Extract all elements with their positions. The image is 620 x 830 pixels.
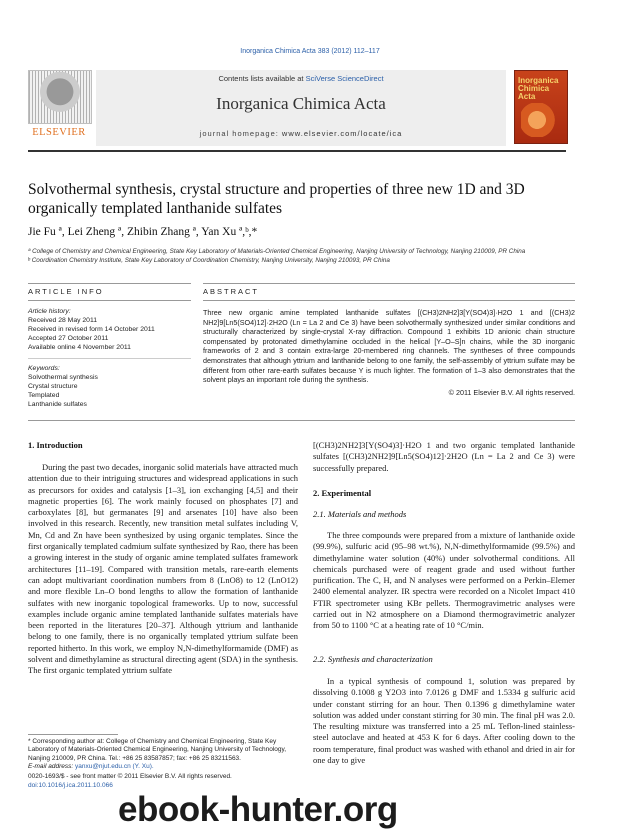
introduction-text: During the past two decades, inorganic solid materials have attracted much attention due to their intriguing structures and widespread applications in such as precursors for oxides and catalysis [1–3], ion exchanging [4,5] and their magnetic properties [6]. The work mainly focused on phosphates [7] and carboxylates [8], but germanates [9] and arsenates [10] have also been involved in this research. Recently, new transition metal sulfates including V, Mn, Cd and Zn have been synthesized by using organic templates. Since the first organically templated cadmium sulfate synthesized by Rao, there has been a growing interest in the study of organic amine templated sulfates framework architectures [11–19]. Compared with transition metals, rare-earth elements can adopt multivariant coordination numbers from 8 (LnO8) to 12 (LnO12) and more flexible Ln–O bond lengths to allow the formation of lanthanide sulfates with new inorganic topological frameworks. Up to now, successful examples include organic amine templated lanthanide sulfates materials have been reported in the literatures [20–37]. Although yttrium and lanthanide belong to one family, there is no organically templated yttrium sulfate been reported hitherto. In this work, we employ N,N-dimethylformamide (DMF) as solvent and dimethylamine as structural directing agent (SDA) in the synthesis. The first organic templated yttrium sulfate <box>28 462 298 676</box>
affiliation-a: ª College of Chemistry and Chemical Engineering, State Key Laboratory of Materials-Oriented Chemical Engineering, Nanjing University of Technology, Nanjing 210009, PR China <box>28 248 526 255</box>
journal-cover-image <box>514 70 568 144</box>
keywords-list <box>28 364 193 409</box>
homepage-link[interactable]: www.elsevier.com/locate/ica <box>281 129 403 138</box>
abstract-rule-bottom <box>28 420 575 421</box>
homepage-prefix: journal homepage: <box>199 129 282 138</box>
journal-citation[interactable]: Inorganica Chimica Acta 383 (2012) 112–117 <box>240 48 380 55</box>
abstract-copyright: © 2011 Elsevier B.V. All rights reserved. <box>448 388 575 397</box>
keyword-item: Crystal structure <box>28 383 78 390</box>
info-rule-keywords <box>28 358 191 359</box>
materials-text: The three compounds were prepared from a mixture of lanthanide oxide (99.9%), sulfuric acid (95–98 wt.%), N,N-dimethylformamide (99.5%) and dimethylamine water solution (40%) under solvothermal conditions. All chemicals purchased were of reagent grade and used without further purification. The C, H, and N analyses were performed on a Perkin–Elemer 2400 elemental analyzer. IR spectra were recorded on a Nicolet Impact 410 FTIR spectrometer using KBr pellets. Thermogravimetric analyses were carried out in N2 atmosphere on a Diamond thermogravimetric analyzer from 50 to 1100 °C at a heating rate of 10 °C/min. <box>313 530 575 631</box>
email-label: E-mail address: <box>28 762 75 770</box>
keywords-label: Keywords: <box>28 365 60 372</box>
article-title: Solvothermal synthesis, crystal structure and properties of three new 1D and 3D organically templated lanthanide sulfates <box>28 181 525 217</box>
corresponding-text: * Corresponding author at: College of Chemistry and Chemical Engineering, State Key Laboratory of Materials-Oriented Chemical Engineering, Nanjing University of Technology, Nanjing 210009, PR China. Tel.: +86 25 83587857; fax: +86 25 83211563. <box>28 738 287 762</box>
history-accepted: Accepted 27 October 2011 <box>28 335 109 342</box>
journal-homepage <box>96 129 506 138</box>
history-received: Received 28 May 2011 <box>28 317 98 324</box>
info-rule-top <box>28 283 191 284</box>
author-list: Jie Fu ª, Lei Zheng ª, Zhibin Zhang ª, Yan Xu ª,ᵇ,* <box>28 226 258 238</box>
synthesis-heading: 2.2. Synthesis and characterization <box>313 654 433 664</box>
right-column-continuation: [(CH3)2NH2]3[Y(SO4)3]·H2O 1 and two organic templated lanthanide sulfates [(CH3)2NH2]9[Ln5(SO4)12]·2H2O (Ln = La 2 and Ce 3) were successfully prepared. <box>313 440 575 473</box>
experimental-heading: 2. Experimental <box>313 488 372 498</box>
history-online: Available online 4 November 2011 <box>28 344 131 351</box>
abstract-text: Three new organic amine templated lanthanide sulfates [(CH3)2NH2]3[Y(SO4)3]·H2O 1 and [(CH3)2 NH2]9[Ln5(SO4)12]·2H2O (Ln = La 2 and Ce 3) have been solvothermally synthesized under similar conditions and structurally characterized by single-crystal X-ray diffraction. Compound 1 exhibits 1D anionic chain structure compensated by protonated dimethylamine occluded in the helical [Y–O–S]n chains, while the 3D inorganic frameworks of 2 and 3 contain extra-large 20-membered ring channels. The syntheses of three compounds demonstrates that although yttrium and lanthanide belong to one family, the self-assembly of yttrium sulfate may be different from other rare-earth sulfates because Y is much lighter. The formation of 1–3 also demonstrates that the solvent plays an important role during the synthesis. <box>203 308 575 385</box>
contents-prefix: Contents lists available at <box>218 74 306 83</box>
contents-line <box>96 74 506 83</box>
watermark-text: ebook-hunter.org <box>118 790 398 829</box>
publisher-logo-text: ELSEVIER <box>32 127 86 138</box>
cover-title: Inorganica Chimica Acta <box>518 76 559 101</box>
cover-art <box>521 103 561 137</box>
keyword-item: Lanthanide sulfates <box>28 401 87 408</box>
keyword-item: Templated <box>28 392 60 399</box>
affiliation-b: ᵇ Coordination Chemistry Institute, State Key Laboratory of Coordination Chemistry, Nanjing University, Nanjing 210093, PR China <box>28 257 390 264</box>
abstract-rule-mid <box>203 300 575 301</box>
sciencedirect-link[interactable]: SciVerse ScienceDirect <box>305 74 384 83</box>
history-label: Article history: <box>28 308 71 315</box>
article-info-heading: ARTICLE INFO <box>28 287 104 296</box>
corresponding-author-note <box>28 738 298 771</box>
synthesis-text: In a typical synthesis of compound 1, solution was prepared by dissolving 0.1008 g Y2O3 into 7.0126 g DMF and 1.5334 g sulfuric acid under constant stirring for an hour. Then 0.1396 g dimethylamine water solution was added under constant stirring for 30 min. The final pH was 2.0. The resulting mixture was transferred into a 25 mL Teflon-lined stainless-steel autoclave and heated at 453 K for 6 days. After cooling down to the room temperature, final product was washed with ethanol and dried in air for one day to give <box>313 676 575 766</box>
abstract-heading: ABSTRACT <box>203 287 260 296</box>
article-history <box>28 307 193 352</box>
info-rule-mid <box>28 300 191 301</box>
footnote-rule <box>28 734 118 735</box>
journal-name: Inorganica Chimica Acta <box>216 94 386 113</box>
issn-line: 0020-1693/$ - see front matter © 2011 Elsevier B.V. All rights reserved. <box>28 773 232 780</box>
email-line <box>28 763 298 771</box>
introduction-heading: 1. Introduction <box>28 440 83 450</box>
history-revised: Received in revised form 14 October 2011 <box>28 326 155 333</box>
header-divider <box>28 150 566 152</box>
elsevier-tree-icon <box>28 70 92 124</box>
email-link[interactable]: yanxu@njut.edu.cn (Y. Xu). <box>74 762 154 770</box>
materials-heading: 2.1. Materials and methods <box>313 509 407 519</box>
doi-link[interactable]: doi:10.1016/j.ica.2011.10.066 <box>28 782 113 789</box>
elsevier-logo <box>28 70 90 140</box>
abstract-rule-top <box>203 283 575 284</box>
keyword-item: Solvothermal synthesis <box>28 374 98 381</box>
